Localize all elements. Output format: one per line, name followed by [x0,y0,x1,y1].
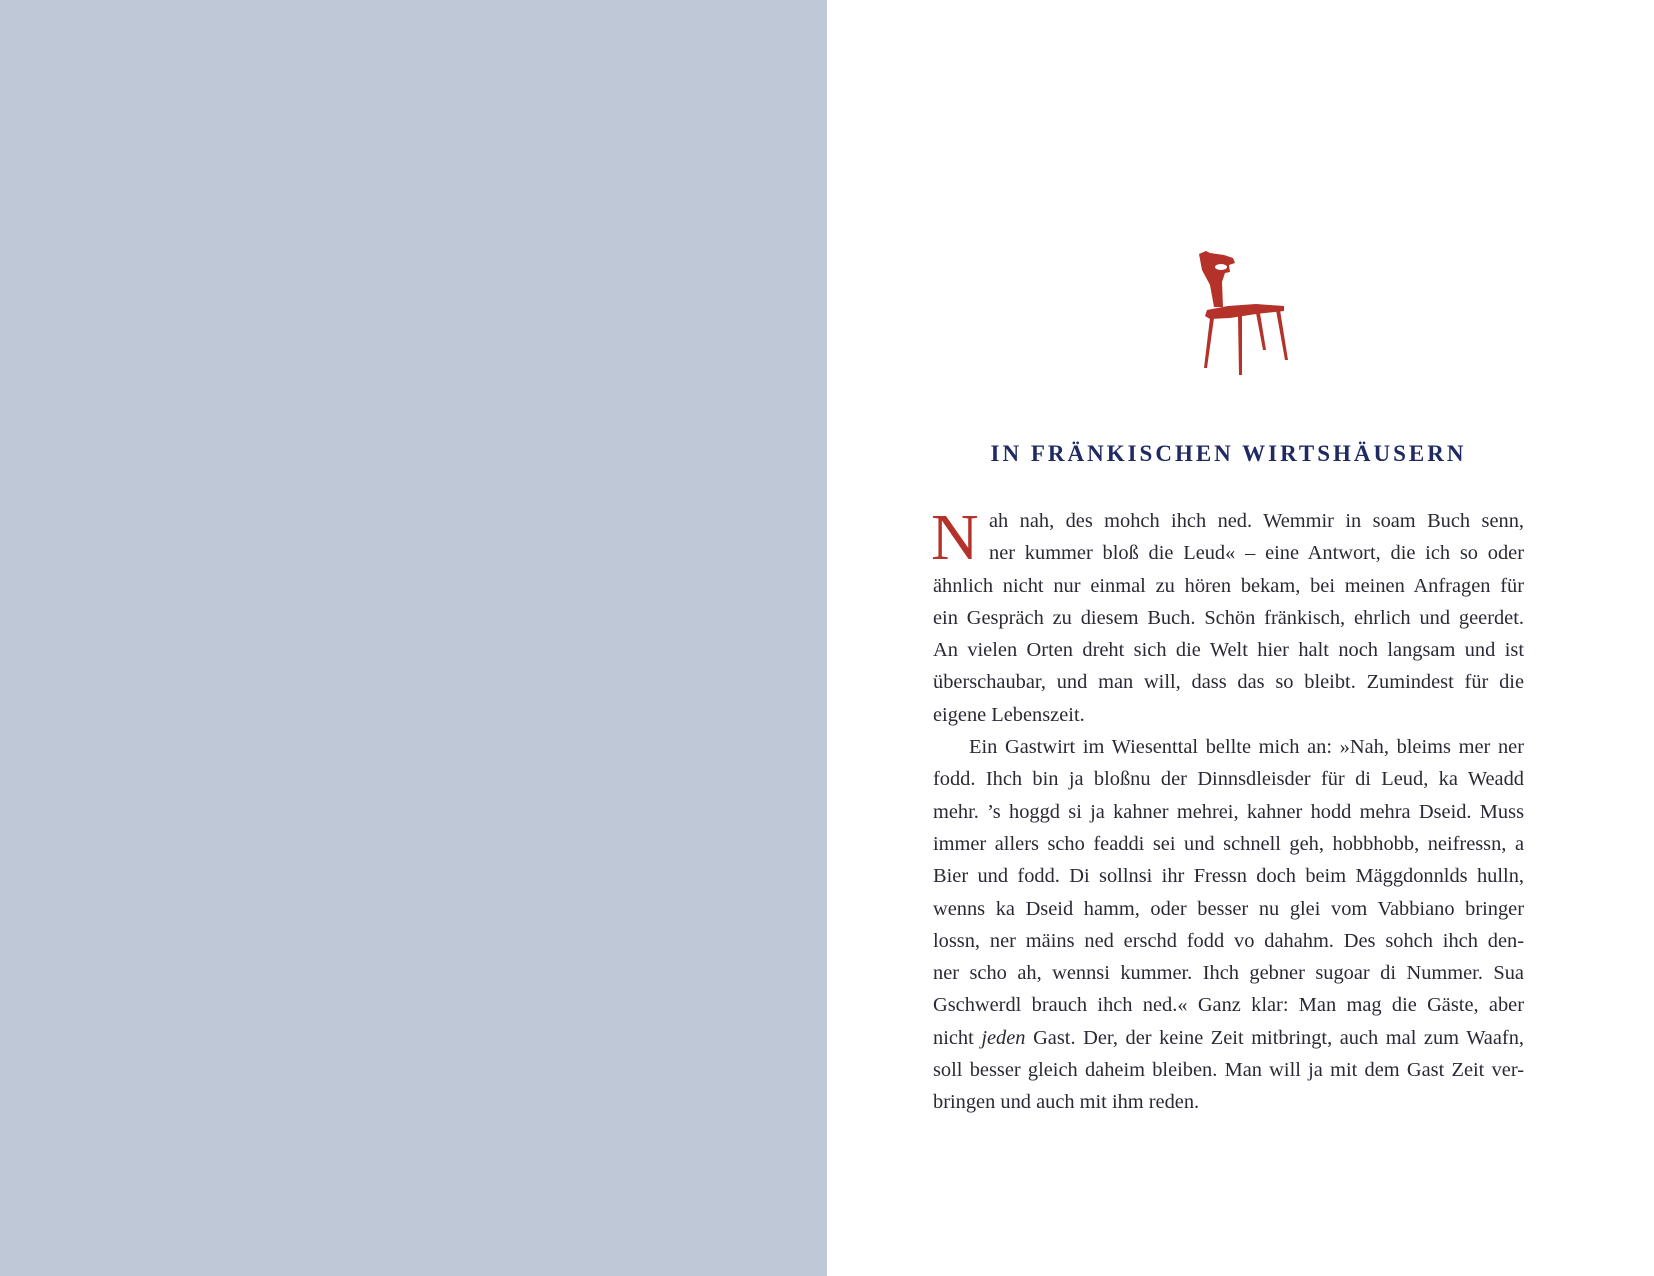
text-line: eigene Lebenszeit. [933,703,1085,726]
text-line: immer allers scho feaddi sei und schnell geh, hobbhobb, neifressn, a [933,832,1524,855]
text-line: Ein Gastwirt im Wiesenttal bellte mich an: »Nah, bleims mer ner [969,736,1524,759]
text-line: fodd. Ihch bin ja bloßnu der Dinnsdleisder für di Leud, ka Weadd [933,768,1524,791]
text-line: An vielen Orten dreht sich die Welt hier halt noch langsam und ist [933,639,1524,662]
text-line: ner kummer bloß die Leud« – eine Antwort, die ich so oder [989,542,1524,565]
text-line: ner scho ah, wennsi kummer. Ihch gebner sugoar di Nummer. Sua [933,962,1524,985]
text-line: ähnlich nicht nur einmal zu hören bekam, bei meinen Anfragen für [933,574,1524,597]
text-line: Bier und fodd. Di sollnsi ihr Fressn doch beim Mäggdonnlds hulln, [933,865,1524,888]
text-segment: Gast. Der, der keine Zeit mitbringt, auch mal zum Waafn, [1033,1026,1524,1049]
chapter-title: IN FRÄNKISCHEN WIRTSHÄUSERN [990,441,1467,466]
text-line: bringen und auch mit ihm reden. [933,1091,1200,1114]
paragraph-1 [931,501,1524,731]
text-line: wenns ka Dseid hamm, oder besser nu glei vom Vabbiano bringer [933,897,1524,920]
chair-icon [1190,250,1290,375]
text-line: lossn, ner mäins ned erschd fodd vo dahahm. Des sohch ihch den- [933,929,1524,952]
body-text [931,501,1524,1119]
text-segment: nicht [933,1026,974,1049]
text-line: ah nah, des mohch ihch ned. Wemmir in soam Buch senn, [989,510,1524,532]
text-line: überschaubar, und man will, dass das so bleibt. Zumindest für die [933,671,1524,694]
text-line: ein Gespräch zu diesem Buch. Schön fränkisch, ehrlich und geerdet. [933,606,1524,629]
paragraph-2 [933,731,1524,1119]
italic-word: jeden [981,1026,1026,1049]
text-line-mixed [933,1022,1524,1054]
text-line: soll besser gleich daheim bleiben. Man will ja mit dem Gast Zeit ver- [933,1059,1524,1082]
drop-cap: N [931,501,979,574]
text-line: mehr. ’s hoggd si ja kahner mehrei, kahner hodd mehra Dseid. Muss [933,800,1524,823]
text-line: Gschwerdl brauch ihch ned.« Ganz klar: Man mag die Gäste, aber [933,994,1524,1017]
